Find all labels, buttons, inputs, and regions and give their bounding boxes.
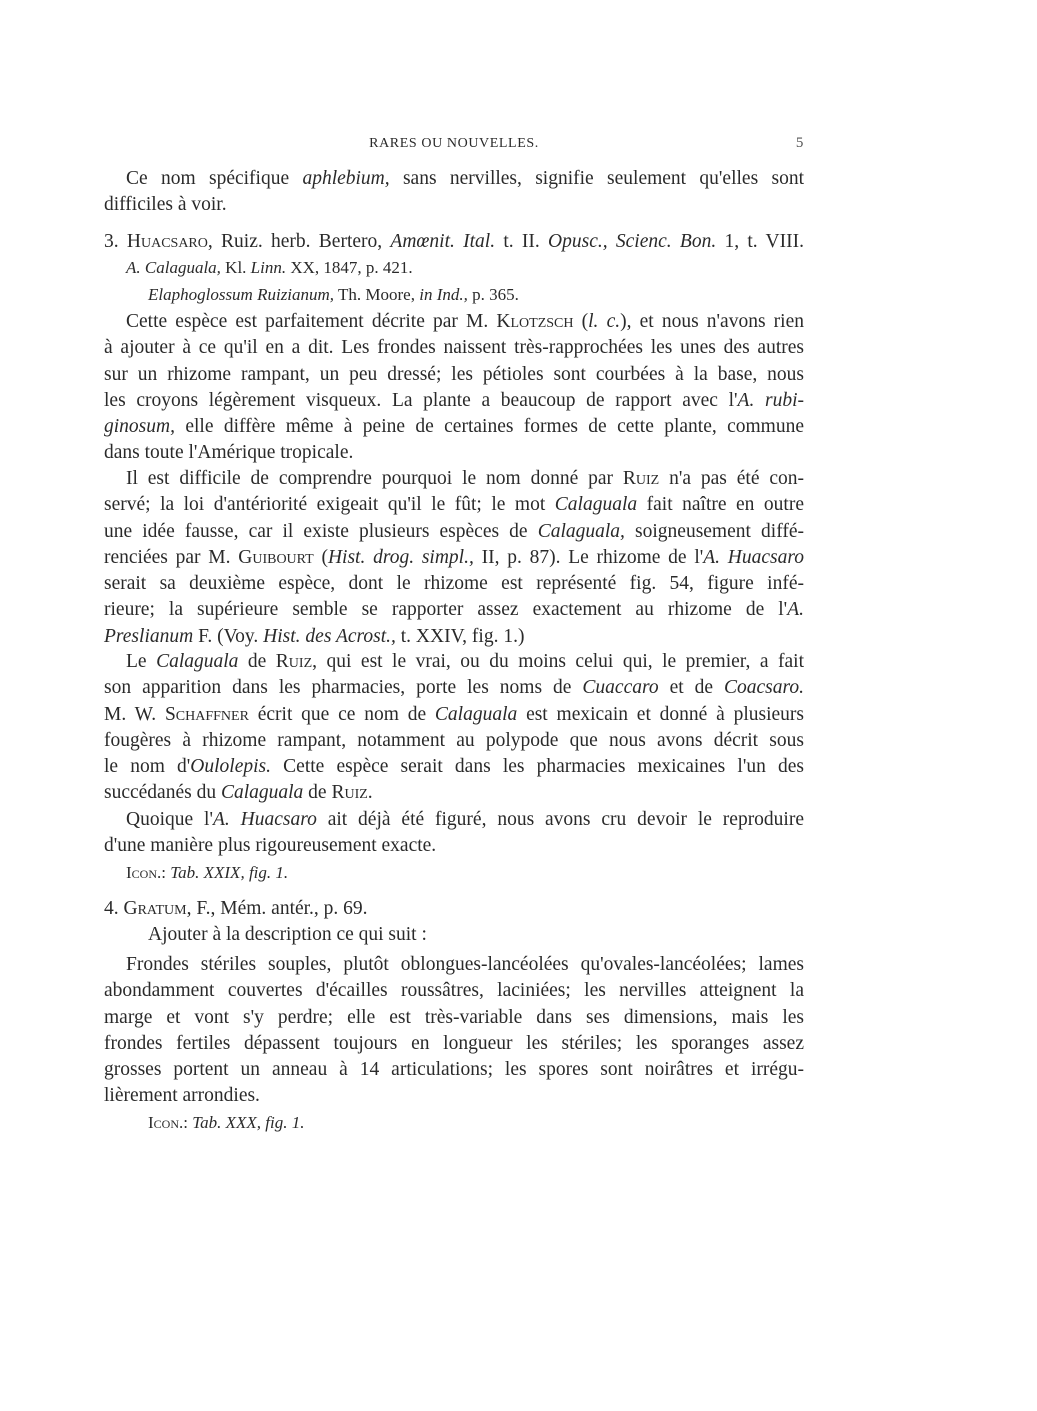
text-line: à ajouter à ce qu'il en a dit. Les frondes naissent très-rapprochées les unes des autres [104, 337, 804, 359]
text-line: dans toute l'Amérique tropicale. [104, 442, 354, 464]
text-line: servé; la loi d'antériorité exigeait qu'il le fût; le mot Calaguala fait naître en outre [104, 494, 804, 516]
text-line: Cette espèce est parfaitement décrite par M. Klotzsch (l. c.), et nous n'avons rien [126, 311, 805, 332]
text-line: marge et vont s'y perdre; elle est très-variable dans ses dimensions, mais les [104, 1006, 804, 1028]
text-line: Ajouter à la description ce qui suit : [148, 924, 427, 946]
text-line: Le Calaguala de Ruiz, qui est le vrai, ou du moins celui qui, le premier, a fait [126, 651, 804, 672]
text-line: fougères à rhizome rampant, notamment au polypode que nous avons décrit sous [104, 729, 804, 751]
paragraph-description [104, 309, 804, 467]
text-line: M. W. Schaffner écrit que ce nom de Calaguala est mexicain et donné à plusieurs [104, 703, 804, 725]
text-line: succédanés du Calaguala de Ruiz. [104, 782, 373, 804]
text-line: le nom d'Oulolepis. Cette espèce serait dans les pharmacies mexicaines l'un des [104, 756, 804, 778]
text-line: Ce nom spécifique aphlebium, sans nervilles, signifie seulement qu'elles sont [126, 168, 804, 189]
header-title: RARES OU NOUVELLES. [369, 136, 539, 151]
text-line: ginosum, elle diffère même à peine de certaines formes de cette plante, commune [104, 416, 804, 438]
paragraph-figure-note [104, 807, 804, 886]
text-line: rieure; la supérieure semble se rapporter assez exactement au rhizome de l'A. [104, 599, 804, 621]
synonym-line: Elaphoglossum Ruizianum, Th. Moore, in Ind., p. 365. [148, 284, 519, 304]
text-line: 3. Huacsaro, Ruiz. herb. Bertero, Amœnit. Ital. t. II. Opusc., Scienc. Bon. 1, t. VIII. [104, 231, 805, 252]
text-line: lièrement arrondies. [104, 1085, 260, 1107]
text-line: renciées par M. Guibourt (Hist. drog. simpl., II, p. 87). Le rhizome de l'A. Huacsaro [104, 546, 804, 568]
text-line: les croyons légèrement visqueux. La plante a beaucoup de rapport avec l'A. rubi- [104, 389, 804, 411]
paragraph-history [104, 649, 804, 807]
text-line: serait sa deuxième espèce, dont le rhizome est représenté fig. 54, figure infé- [104, 573, 804, 595]
text-line: Preslianum F. (Voy. Hist. des Acrost., t. XXIV, fig. 1.) [104, 625, 525, 647]
paragraph-intro [104, 166, 804, 219]
text-line: Frondes stériles souples, plutôt oblongues-lancéolées qu'ovales-lancéolées; lames [126, 954, 804, 975]
paragraph-nomenclature [104, 466, 804, 650]
species-3-heading [104, 229, 804, 308]
text-line: grosses portent un anneau à 14 articulations; les spores sont noirâtres et irrégu- [104, 1059, 804, 1081]
text-line: Il est difficile de comprendre pourquoi le nom donné par Ruiz n'a pas été con- [126, 468, 804, 489]
text-line: Quoique l'A. Huacsaro ait déjà été figuré, nous avons cru devoir le reproduire [126, 809, 804, 830]
running-header [104, 136, 804, 156]
text-line: sur un rhizome rampant, un peu dressé; les pétioles sont courbées à la base, nous [104, 363, 804, 385]
text-line: difficiles à voir. [104, 194, 227, 216]
species-4-heading [104, 896, 804, 949]
synonym-line: A. Calaguala, Kl. Linn. XX, 1847, p. 421. [126, 258, 413, 278]
text-line: frondes fertiles dépassent toujours en longueur les stériles; les sporanges assez [104, 1032, 804, 1054]
paragraph-gratum-description [104, 952, 804, 1136]
page-number: 5 [795, 135, 804, 151]
icon-reference: Icon.: Tab. XXX, fig. 1. [148, 1112, 305, 1132]
icon-reference: Icon.: Tab. XXIX, fig. 1. [126, 862, 289, 882]
text-line: abondamment couvertes d'écailles roussâtres, laciniées; les nervilles atteignent la [104, 980, 804, 1002]
text-line: son apparition dans les pharmacies, porte les noms de Cuaccaro et de Coacsaro. [104, 677, 805, 699]
text-line: une idée fausse, car il existe plusieurs espèces de Calaguala, soigneusement diffé- [104, 520, 804, 542]
text-line: d'une manière plus rigoureusement exacte. [104, 835, 437, 857]
text-line: 4. Gratum, F., Mém. antér., p. 69. [104, 898, 368, 919]
